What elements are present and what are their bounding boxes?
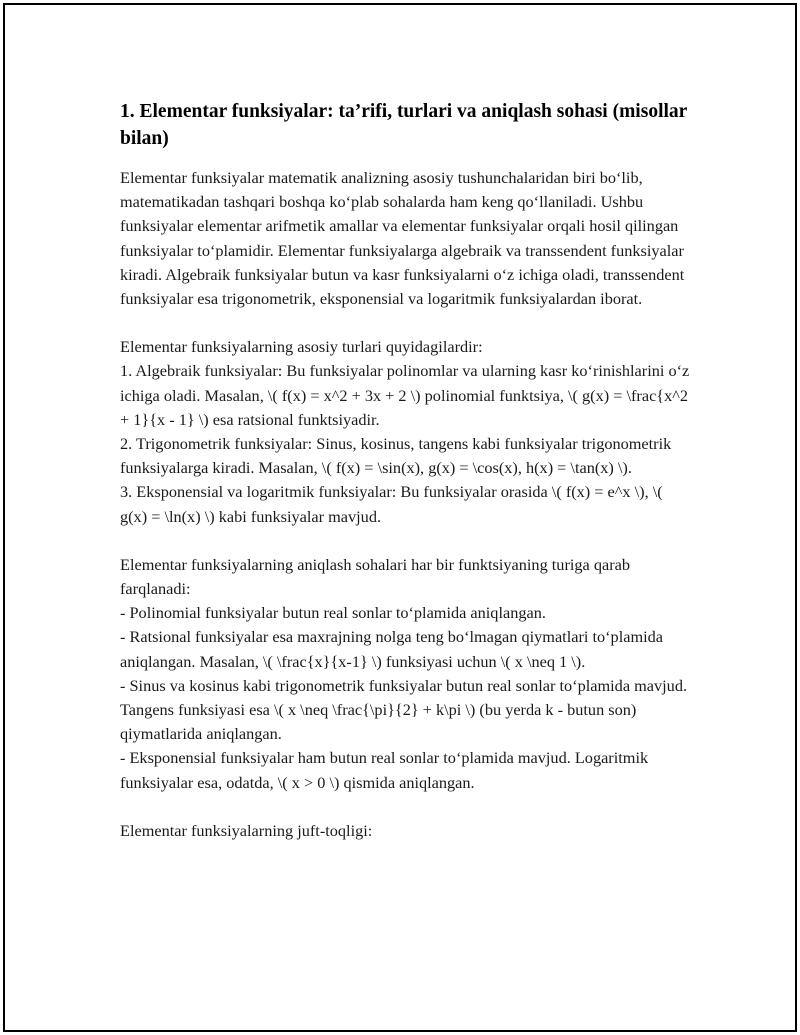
domains-section [120,553,690,795]
document-body [120,98,690,867]
function-types-heading: Elementar funksiyalarning asosiy turlari quyidagilardir: [120,337,483,357]
domain-item-polynomial: - Polinomial funksiyalar butun real sonlar to‘plamida aniqlangan. [120,603,546,623]
function-type-item-trigonometric: 2. Trigonometrik funksiyalar: Sinus, kosinus, tangens kabi funksiyalar trigonometrik funksiyalarga kiradi. Masalan, \( f(x) = \sin(x), g(x) = \cos(x), h(x) = \tan(x) \). [120,434,672,478]
domain-item-trigonometric: - Sinus va kosinus kabi trigonometrik funksiyalar butun real sonlar to‘plamida mavjud. Tangens funksiyasi esa \( x \neq \frac{\pi}{2} + k\pi \) (bu yerda k - butun son) qiymatlarida aniqlangan. [120,675,688,744]
function-types-section [120,335,690,529]
domain-item-rational: - Ratsional funksiyalar esa maxrajning nolga teng bo‘lmagan qiymatlari to‘plamida aniqlangan. Masalan, \( \frac{x}{x-1} \) funksiyasi uchun \( x \neq 1 \). [120,627,664,671]
domains-heading: Elementar funksiyalarning aniqlash sohalari har bir funktsiyaning turiga qarab farqlanadi: [120,554,630,599]
document-title: 1. Elementar funksiyalar: ta’rifi, turlari va aniqlash sohasi (misollar bilan) [120,101,687,149]
function-type-item-exponential: 3. Eksponensial va logaritmik funksiyalar: Bu funksiyalar orasida \( f(x) = e^x \), \( g(x) = \ln(x) \) kabi funksiyalar mavjud. [120,482,663,526]
intro-paragraph: Elementar funksiyalar matematik analizning asosiy tushunchalaridan biri bo‘lib, matematikadan tashqari boshqa ko‘plab sohalarda ham keng qo‘llaniladi. Ushbu funksiyalar elementar arifmetik amallar va elementar funksiyalar orqali hosil qilingan funksiyalar to‘plamidir. Elementar funksiyalarga algebraik va transsendent funksiyalar kiradi. Algebraik funksiyalar butun va kasr funksiyalarni o‘z ichiga oladi, transsendent funksiyalar esa trigonometrik, eksponensial va logaritmik funksiyalardan iborat. [120,168,685,309]
function-type-item-algebraic: 1. Algebraik funksiyalar: Bu funksiyalar polinomlar va ularning kasr ko‘rinishlarini o‘z ichiga oladi. Masalan, \( f(x) = x^2 + 3x + 2 \) polinomial funktsiya, \( g(x) = \frac{x^2 + 1}{x - 1} \) esa ratsional funktsiyadir. [120,361,690,429]
parity-heading: Elementar funksiyalarning juft-toqligi: [120,820,373,840]
domain-item-exp-log: - Eksponensial funksiyalar ham butun real sonlar to‘plamida mavjud. Logaritmik funksiyalar esa, odatda, \( x > 0 \) qismida aniqlangan. [120,748,649,792]
document-page [3,3,797,1032]
